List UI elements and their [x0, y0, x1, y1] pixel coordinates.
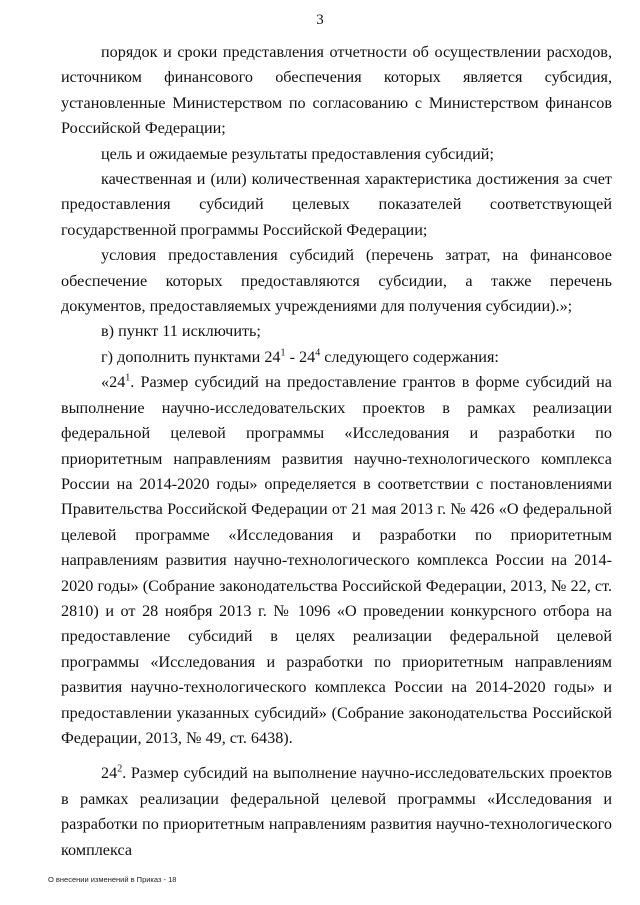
footer-note: О внесении изменений в Приказ - 18 — [48, 875, 177, 884]
paragraph-indicators: качественная и (или) количественная характеристика достижения за счет предоставления субсидий целевых показателей соответствующей государственной программы Российской Федерации; — [61, 170, 612, 239]
item-g-prefix: г) дополнить пунктами 24 — [101, 347, 281, 366]
document-body — [61, 40, 612, 863]
paragraph-point-24-1 — [61, 370, 612, 751]
point-24-2-prefix: 24 — [101, 764, 118, 783]
item-g-mid: - 24 — [285, 347, 316, 366]
paragraph-reporting: порядок и сроки представления отчетности об осуществлении расходов, источником финансового обеспечения которых является субсидия, установленные Министерством по согласованию с Министерством финансов Российской Федерации; — [61, 43, 612, 138]
paragraph-item-g — [61, 345, 612, 370]
point-24-1-sup: 1 — [125, 372, 131, 384]
item-g-sup1: 1 — [280, 347, 286, 359]
point-24-1-text: . Размер субсидий на предоставление грантов в форме субсидий на выполнение научно-исследовательских проектов в рамках реализации федеральной целевой программы «Исследования и разработки по приоритетным направлениям развития научно-технологического комплекса России на 2014-2020 годы» определяется в соответствии с постановлениями Правительства Российской Федерации от 21 мая 2013 г. № 426 «О федеральной целевой программе «Исследования и разработки по приоритетным направлениям развития научно-технологического комплекса России на 2014-2020 годы» (Собрание законодательства Российской Федерации, 2013, № 22, ст. 2810) и от 28 ноября 2013 г. № 1096 «О проведении конкурсного отбора на предоставление субсидий в целях реализации федеральной целевой программы «Исследования и разработки по приоритетным направлениям развития научно-технологического комплекса России на 2014-2020 годы» и предоставлении указанных субсидий» (Собрание законодательства Российской Федерации, 2013, № 49, ст. 6438). — [61, 373, 612, 747]
paragraph-item-v: в) пункт 11 исключить; — [101, 322, 261, 341]
page-number: 3 — [316, 12, 324, 28]
point-24-2-text: . Размер субсидий на выполнение научно-исследовательских проектов в рамках реализации федеральной целевой программы «Исследования и разработки по приоритетным направлениям развития научно-технологического комплекса — [61, 764, 612, 859]
item-g-suffix: следующего содержания: — [320, 347, 499, 366]
paragraph-point-24-2 — [61, 761, 612, 863]
point-24-1-prefix: «24 — [101, 373, 126, 392]
paragraph-conditions: условия предоставления субсидий (перечень затрат, на финансовое обеспечение которых предоставляются субсидии, а также перечень документов, предоставляемых учреждениями для получения субсидии).»; — [61, 246, 612, 316]
paragraph-goal: цель и ожидаемые результаты предоставления субсидий; — [101, 144, 494, 163]
point-24-2-sup: 2 — [117, 763, 123, 775]
item-g-sup2: 4 — [315, 347, 321, 359]
